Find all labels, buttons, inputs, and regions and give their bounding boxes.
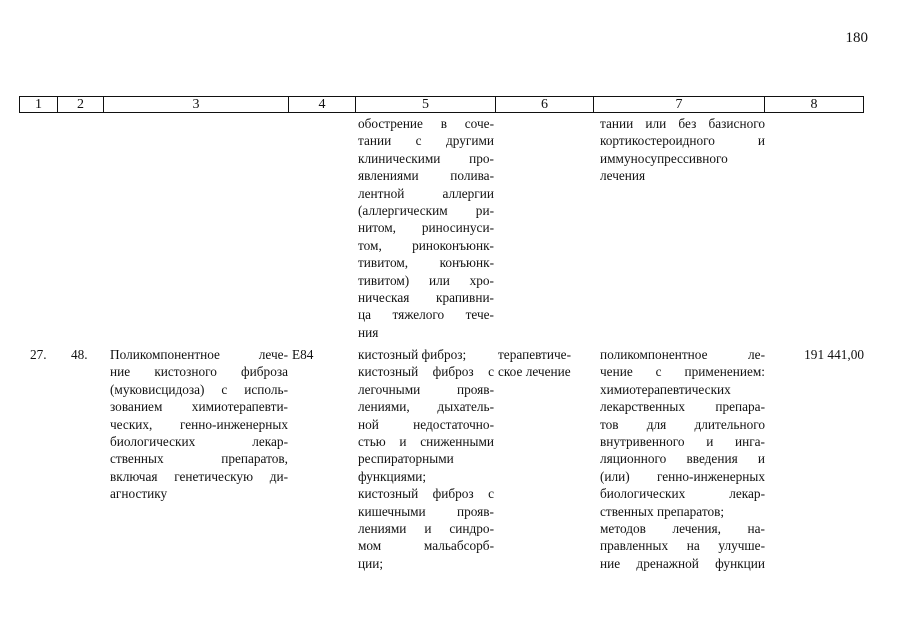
text-line: агностику xyxy=(110,486,168,502)
continuation-col5 xyxy=(358,115,494,341)
text-line: лениями и синдро- xyxy=(358,521,494,537)
group-number: 48. xyxy=(71,347,88,362)
text-line: ние дренажной функции xyxy=(600,555,765,571)
text-line: ной недостаточно- xyxy=(358,416,494,432)
text-line: лентной аллергии xyxy=(358,185,494,201)
text-line: кишечными прояв- xyxy=(358,503,494,519)
text-line: тивитом) или хро- xyxy=(358,272,494,288)
text-line: (муковисцидоза) с исполь- xyxy=(110,381,288,397)
text-line: тании с другими xyxy=(358,133,494,149)
icd-code: E84 xyxy=(292,347,314,362)
header-col-3: 3 xyxy=(104,97,289,112)
text-line: (аллергическим ри- xyxy=(358,203,494,219)
text-line: правленных на улучше- xyxy=(600,538,765,554)
table-header-row xyxy=(19,96,864,113)
text-line: биологических лекар- xyxy=(600,486,765,502)
text-line: ции; xyxy=(358,555,384,571)
treatment-type xyxy=(498,346,588,381)
text-line: методов лечения, на- xyxy=(600,521,765,537)
text-line: ние кистозного фиброза xyxy=(110,364,288,380)
text-line: кистозный фиброз с xyxy=(358,364,494,380)
text-line: Поликомпонентное лече- xyxy=(110,347,288,362)
header-col-1: 1 xyxy=(20,97,58,112)
treatment-method xyxy=(600,346,765,572)
text-line: (или) генно-инженерных xyxy=(600,468,765,484)
text-line: внутривенного и инга- xyxy=(600,434,765,450)
text-line: терапевтиче- xyxy=(498,347,571,362)
patient-model xyxy=(358,346,494,572)
text-line: зованием химиотерапевти- xyxy=(110,399,288,415)
text-line: ца тяжелого тече- xyxy=(358,307,494,323)
text-line: тов для длительного xyxy=(600,416,765,432)
cost-value: 191 441,00 xyxy=(804,347,864,362)
header-col-4: 4 xyxy=(289,97,356,112)
text-line: кистозный фиброз с xyxy=(358,486,494,502)
treatment-name xyxy=(110,346,288,503)
text-line: чение с применением: xyxy=(600,364,765,380)
text-line: тании или без базисного xyxy=(600,116,765,131)
text-line: респираторными xyxy=(358,451,454,467)
text-line: ственных препаратов, xyxy=(110,451,288,467)
text-line: ническая крапивни- xyxy=(358,290,494,306)
text-line: ческих, генно-инженерных xyxy=(110,416,288,432)
text-line: ния xyxy=(358,324,379,340)
text-line: обострение в соче- xyxy=(358,116,494,131)
text-line: клиническими про- xyxy=(358,150,494,166)
text-line: стью и сниженными xyxy=(358,434,494,450)
text-line: кортикостероидного и xyxy=(600,133,765,149)
text-line: лениями, дыхатель- xyxy=(358,399,494,415)
header-col-6: 6 xyxy=(496,97,594,112)
continuation-col7 xyxy=(600,115,765,185)
text-line: тивитом, конъюнк- xyxy=(358,255,494,271)
text-line: лекарственных препара- xyxy=(600,399,765,415)
page-number: 180 xyxy=(845,30,868,46)
text-line: явлениями полива- xyxy=(358,168,494,184)
text-line: нитом, риносинуси- xyxy=(358,220,494,236)
text-line: биологических лекар- xyxy=(110,434,288,450)
text-line: включая генетическую ди- xyxy=(110,468,288,484)
text-line: легочными прояв- xyxy=(358,381,494,397)
text-line: поликомпонентное ле- xyxy=(600,347,765,362)
text-line: ляционного введения и xyxy=(600,451,765,467)
header-col-7: 7 xyxy=(594,97,765,112)
text-line: кистозный фиброз; xyxy=(358,347,467,362)
header-col-5: 5 xyxy=(356,97,496,112)
text-line: том, риноконъюнк- xyxy=(358,237,494,253)
header-col-2: 2 xyxy=(58,97,104,112)
text-line: химиотерапевтических xyxy=(600,381,731,397)
text-line: ственных препаратов; xyxy=(600,503,725,519)
text-line: иммуносупрессивного xyxy=(600,150,728,166)
row-number: 27. xyxy=(30,347,47,362)
text-line: лечения xyxy=(600,168,646,184)
text-line: ское лечение xyxy=(498,364,571,380)
text-line: функциями; xyxy=(358,468,427,484)
text-line: мом мальабсорб- xyxy=(358,538,494,554)
header-col-8: 8 xyxy=(810,97,818,112)
